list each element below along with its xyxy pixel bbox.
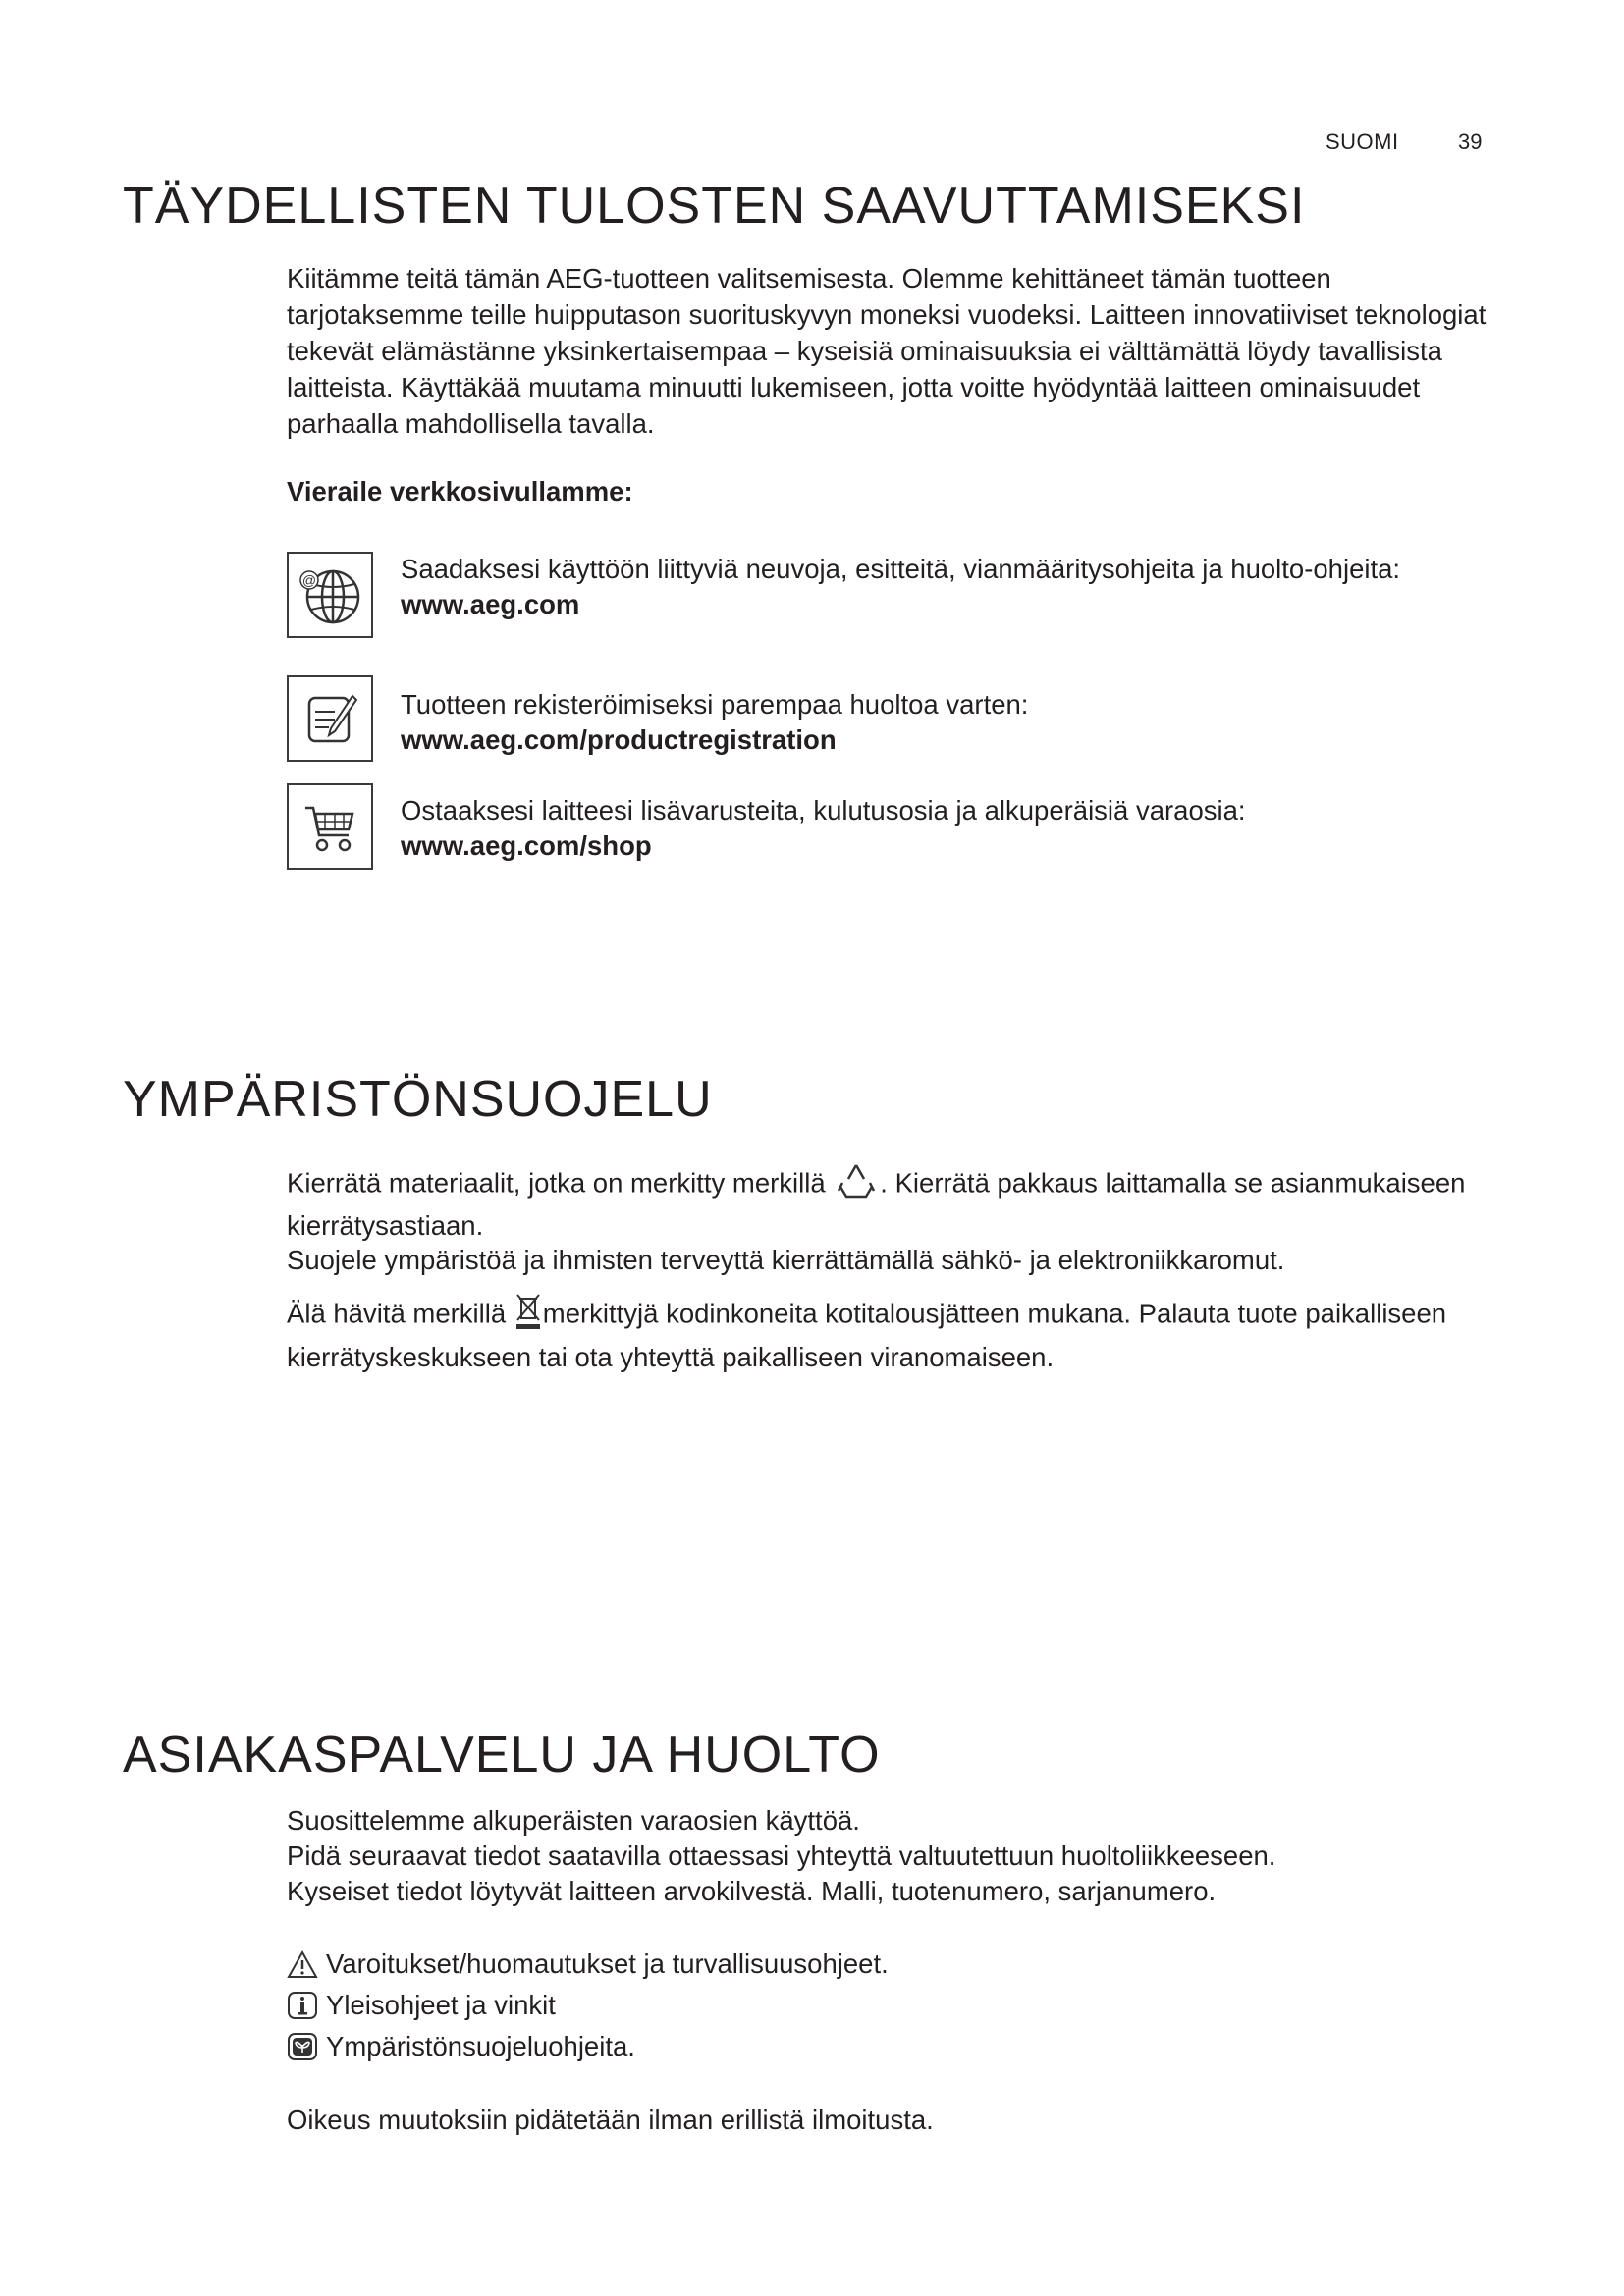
section-title-perfect-results: TÄYDELLISTEN TULOSTEN SAAVUTTAMISEKSI (123, 178, 1306, 235)
section-title-service: ASIAKASPALVELU JA HUOLTO (123, 1727, 881, 1784)
legend-item-info (287, 1985, 889, 2026)
environment-protect-text: Suojele ympäristöä ja ihmisten terveyttä kierrättämällä sähkö- ja elektroniikkaromut. (287, 1245, 1285, 1275)
visit-website-label: Vieraile verkkosivullamme: (287, 476, 633, 507)
service-line-3: Kyseiset tiedot löytyvät laitteen arvokilvestä. Malli, tuotenumero, sarjanumero. (287, 1876, 1217, 1906)
legend-item-environment (287, 2026, 889, 2067)
svg-text:@: @ (301, 572, 317, 588)
shopping-cart-icon (287, 783, 373, 870)
recycle-icon (833, 1161, 880, 1208)
service-line-1: Suosittelemme alkuperäisten varaosien käyttöä. (287, 1805, 860, 1836)
link-description-support: Saadaksesi käyttöön liittyviä neuvoja, esitteitä, vianmääritysohjeita ja huolto-ohjeita: (401, 554, 1401, 584)
service-text (287, 1803, 1494, 1909)
symbol-legend (287, 1944, 889, 2067)
link-product-registration[interactable]: www.aeg.com/productregistration (401, 724, 837, 755)
link-row-support (287, 552, 1494, 646)
crossed-bin-icon (514, 1291, 543, 1340)
section-title-environment: YMPÄRISTÖNSUOJELU (123, 1071, 713, 1128)
legend-item-warning (287, 1944, 889, 1985)
link-description-registration: Tuotteen rekisteröimiseksi parempaa huoltoa varten: (401, 689, 1029, 720)
link-row-shop (287, 783, 1494, 870)
change-notice: Oikeus muutoksiin pidätetään ilman erillistä ilmoitusta. (287, 2105, 934, 2135)
link-aeg-com[interactable]: www.aeg.com (401, 589, 580, 619)
link-description-shop: Ostaaksesi laitteesi lisävarusteita, kulutusosia ja alkuperäisiä varaosia: (401, 795, 1246, 826)
recycle-text-after: . Kierrätä pakkaus laittamalla se asianmukaiseen kierrätysastiaan. (287, 1167, 1466, 1241)
legend-text-warning: Varoitukset/huomautukset ja turvallisuusohjeet. (326, 1949, 889, 1979)
info-icon (287, 1991, 318, 2020)
environment-text (287, 1153, 1494, 1374)
environment-icon (287, 2032, 318, 2061)
link-aeg-shop[interactable]: www.aeg.com/shop (401, 830, 652, 861)
warning-icon (287, 1949, 318, 1979)
legend-text-info: Yleisohjeet ja vinkit (326, 1990, 556, 2020)
header-language: SUOMI (1326, 130, 1399, 154)
page-number: 39 (1458, 130, 1483, 154)
globe-icon (287, 552, 373, 638)
legend-text-environment: Ympäristönsuojeluohjeita. (326, 2031, 635, 2061)
link-row-registration (287, 675, 1494, 762)
weee-text-after: merkittyjä kodinkoneita kotitalousjätteen mukana. Palauta tuote paikalliseen kierrätyskeskukseen tai ota yhteyttä paikalliseen viranomaiseen. (287, 1298, 1447, 1372)
intro-paragraph: Kiitämme teitä tämän AEG-tuotteen valitsemisesta. Olemme kehittäneet tämän tuotteen tarjotaksemme teille huipputason suorituskyvyn moneksi vuodeksi. Laitteen innovatiiviset teknologiat tekevät elämästänne yksinkertaisempaa – kyseisiä ominaisuuksia ei välttämättä löydy tavallisista laitteista. Käyttäkää muutama minuutti lukemiseen, jotta voitte hyödyntää laitteen ominaisuudet parhaalla mahdollisella tavalla. (287, 263, 1487, 439)
weee-text-before: Älä hävitä merkillä (287, 1298, 507, 1329)
registration-pen-icon (287, 675, 373, 762)
service-line-2: Pidä seuraavat tiedot saatavilla ottaessasi yhteyttä valtuutettuun huoltoliikkeeseen. (287, 1841, 1276, 1871)
recycle-text-before: Kierrätä materiaalit, jotka on merkitty merkillä (287, 1167, 826, 1199)
